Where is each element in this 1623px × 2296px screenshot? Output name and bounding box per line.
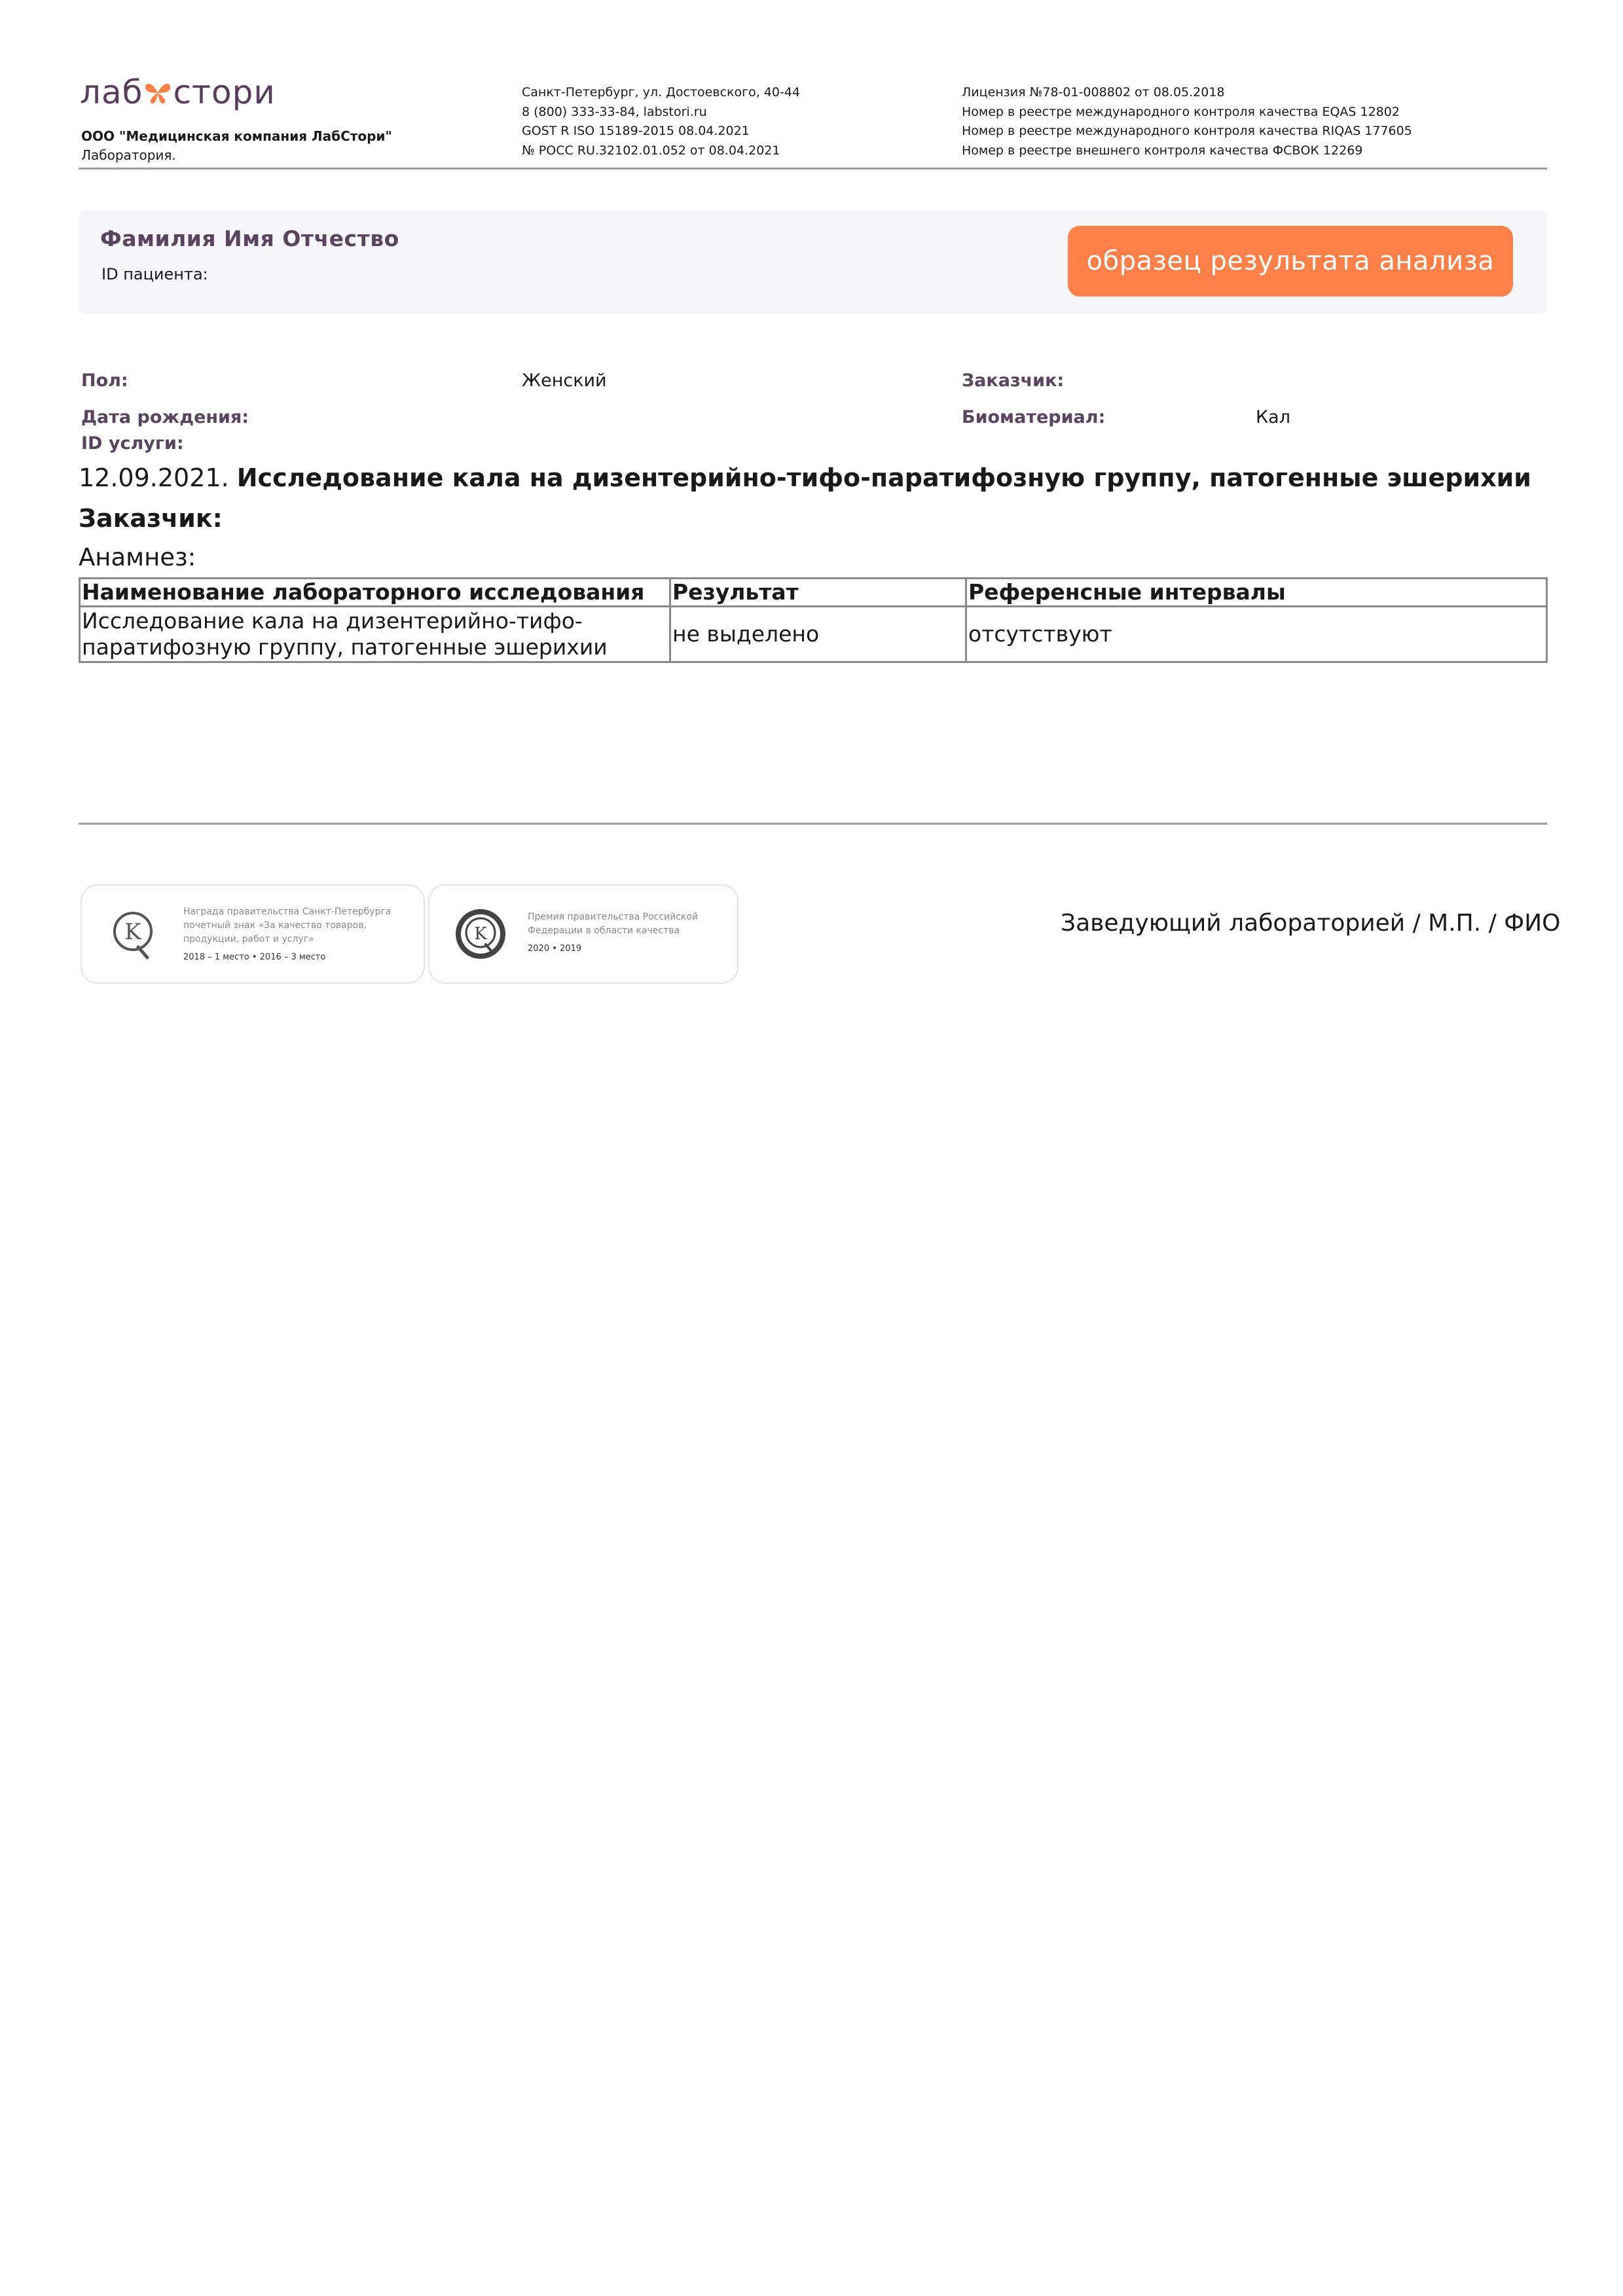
award-text bbox=[528, 910, 698, 956]
footer-divider bbox=[79, 823, 1547, 825]
study-title bbox=[79, 463, 1531, 492]
company-sub: Лаборатория. bbox=[81, 147, 176, 163]
sex-label: Пол: bbox=[81, 370, 128, 391]
study-date: 12.09.2021. bbox=[79, 463, 229, 492]
column-header-reference: Референсные интервалы bbox=[966, 579, 1547, 607]
award-card-rf bbox=[428, 884, 739, 984]
address-line: Санкт-Петербург, ул. Достоевского, 40-44 bbox=[522, 85, 801, 99]
svg-text:K: K bbox=[474, 924, 487, 944]
test-name-line: паратифозную группу, патогенные эшерихии bbox=[82, 634, 608, 660]
table-header-row bbox=[80, 579, 1547, 607]
license-line: Номер в реестре внешнего контроля качества ФСВОК 12269 bbox=[962, 143, 1363, 158]
address-line: № РОСС RU.32102.01.052 от 08.04.2021 bbox=[522, 143, 780, 158]
company-name: ООО "Медицинская компания ЛабСтори" bbox=[81, 128, 392, 144]
customer-label: Заказчик: bbox=[962, 370, 1065, 391]
quality-k-badge-icon bbox=[452, 905, 509, 963]
logo-text-right: стори bbox=[173, 73, 276, 111]
svg-text:K: K bbox=[124, 919, 141, 945]
cell-result: не выделено bbox=[670, 607, 966, 662]
biomaterial-label: Биоматериал: bbox=[962, 407, 1106, 427]
cell-reference: отсутствуют bbox=[966, 607, 1547, 662]
service-id-label: ID услуги: bbox=[81, 433, 184, 454]
column-header-result: Результат bbox=[670, 579, 966, 607]
award-text bbox=[183, 905, 391, 964]
logo-text-left: лаб bbox=[80, 73, 143, 111]
award-line: почетный знак «За качество товаров, bbox=[183, 920, 367, 931]
results-table bbox=[79, 577, 1548, 663]
address-line: GOST R ISO 15189-2015 08.04.2021 bbox=[522, 124, 750, 138]
address-block bbox=[522, 83, 800, 160]
license-line: Номер в реестре международного контроля качества RIQAS 177605 bbox=[962, 124, 1412, 138]
license-line: Лицензия №78-01-008802 от 08.05.2018 bbox=[962, 85, 1225, 99]
quality-k-icon bbox=[104, 905, 162, 963]
award-line: Федерации в области качества bbox=[528, 925, 680, 936]
signature-line: Заведующий лабораторией / М.П. / ФИО bbox=[1061, 910, 1561, 937]
company-block bbox=[81, 127, 392, 165]
license-block bbox=[962, 83, 1412, 160]
column-header-name: Наименование лабораторного исследования bbox=[80, 579, 670, 607]
dob-label: Дата рождения: bbox=[81, 407, 249, 427]
anamnesis-label: Анамнез: bbox=[79, 543, 196, 571]
sex-value: Женский bbox=[522, 370, 607, 391]
award-line: Премия правительства Российской bbox=[528, 912, 699, 922]
award-years: 2018 – 1 место • 2016 – 3 место bbox=[183, 952, 326, 962]
test-name-line: Исследование кала на дизентерийно-тифо- bbox=[82, 608, 583, 634]
patient-id-label: ID пациента: bbox=[101, 265, 208, 283]
address-line: 8 (800) 333-33-84, labstori.ru bbox=[522, 104, 707, 119]
header-divider bbox=[79, 168, 1547, 170]
award-years: 2020 • 2019 bbox=[528, 944, 582, 954]
patient-name: Фамилия Имя Отчество bbox=[100, 226, 399, 251]
sample-badge: образец результата анализа bbox=[1068, 226, 1513, 296]
labstori-logo bbox=[80, 73, 276, 111]
butterfly-icon bbox=[143, 80, 173, 106]
study-name: Исследование кала на дизентерийно-тифо-паратифозную группу, патогенные эшерихии bbox=[236, 463, 1531, 492]
award-line: Награда правительства Санкт-Петербурга bbox=[183, 906, 392, 917]
license-line: Номер в реестре международного контроля качества EQAS 12802 bbox=[962, 104, 1400, 119]
award-card-spb bbox=[81, 884, 425, 984]
cell-test-name bbox=[80, 607, 670, 662]
table-row bbox=[80, 607, 1547, 662]
award-line: продукции, работ и услуг» bbox=[183, 934, 314, 944]
study-customer-label: Заказчик: bbox=[79, 504, 223, 533]
biomaterial-value: Кал bbox=[1256, 407, 1290, 427]
